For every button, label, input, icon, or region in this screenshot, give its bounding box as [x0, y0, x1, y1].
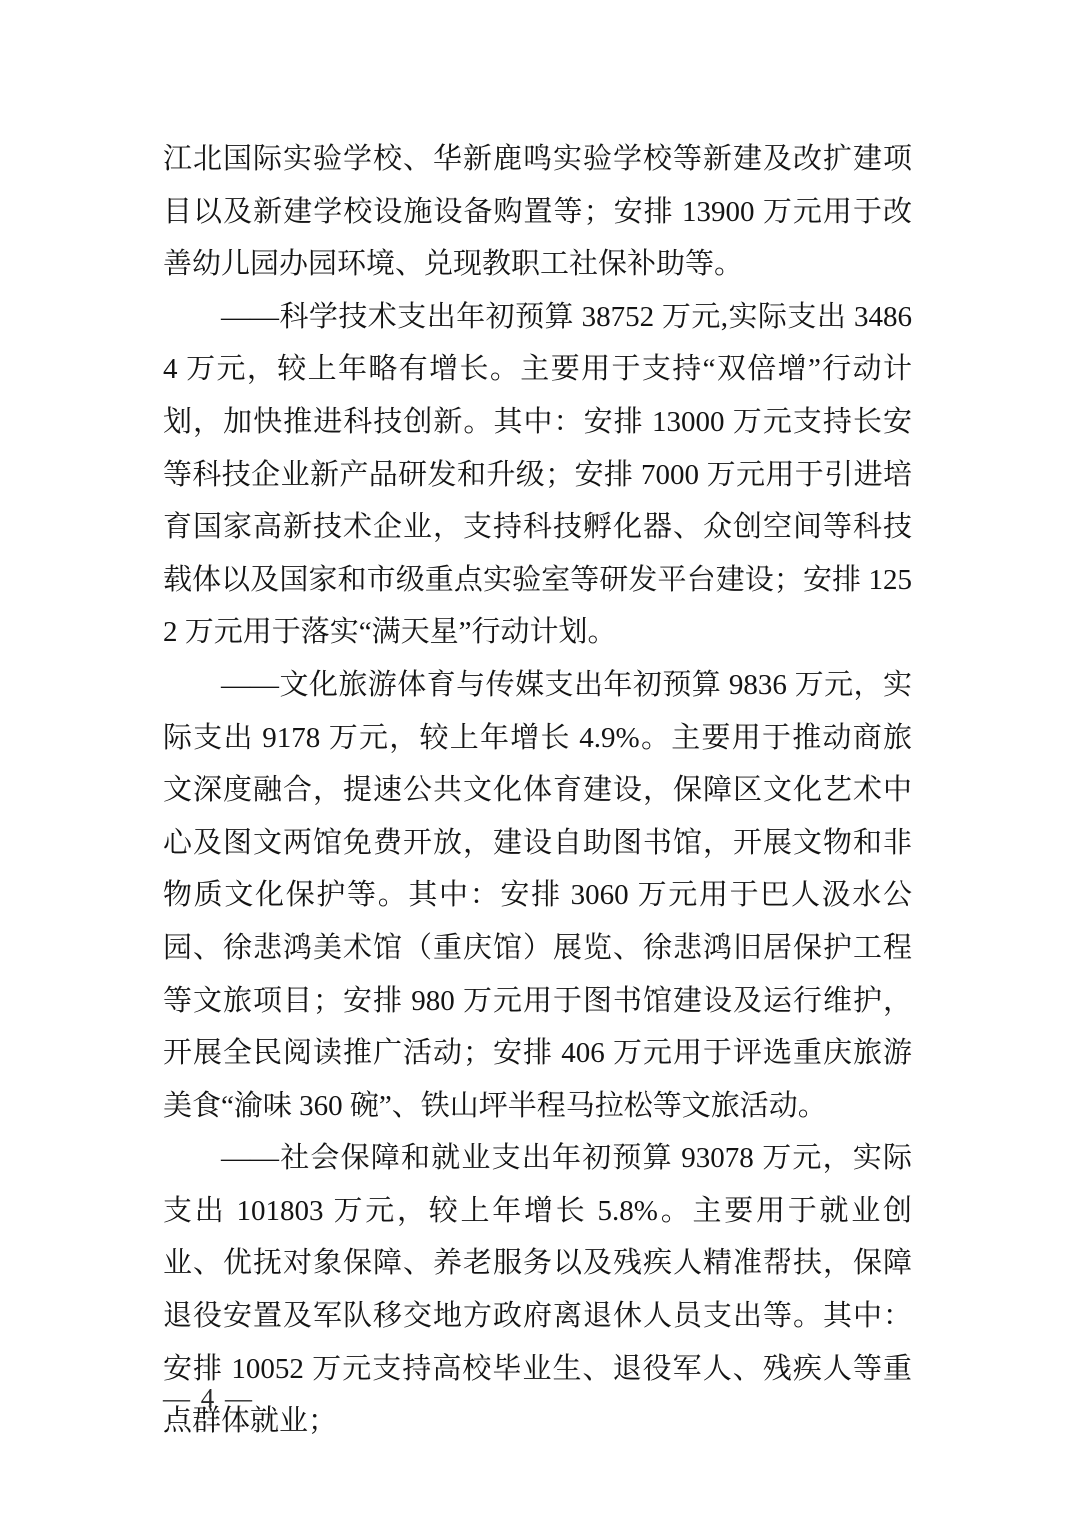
paragraph: 江北国际实验学校、华新鹿鸣实验学校等新建及改扩建项目以及新建学校设施设备购置等；安排 13900 万元用于改善幼儿园办园环境、兑现教职工社保补助等。 — [163, 143, 912, 281]
page-number: — 4 — — [163, 1383, 254, 1413]
paragraph: ——文化旅游体育与传媒支出年初预算 9836 万元，实际支出 9178 万元，较上年增长 4.9%。主要用于推动商旅文深度融合，提速公共文化体育建设，保障区文化艺术中心及图文两馆免费开放，建设自助图书馆，开展文物和非物质文化保护等。其中：安排 3060 万元用于巴人汲水公园、徐悲鸿美术馆（重庆馆）展览、徐悲鸿旧居保护工程等文旅项目；安排 980 万元用于图书馆建设及运行维护，开展全民阅读推广活动；安排 406 万元用于评选重庆旅游美食“渝味 360 碗”、铁山坪半程马拉松等文旅活动。 — [163, 668, 912, 1122]
text-block — [163, 133, 912, 1448]
paragraph: ——社会保障和就业支出年初预算 93078 万元，实际支出 101803 万元，较上年增长 5.8%。主要用于就业创业、优抚对象保障、养老服务以及残疾人精准帮扶，保障退役安置及军队移交地方政府离退休人员支出等。其中：安排 10052 万元支持高校毕业生、退役军人、残疾人等重点群体就业； — [163, 1142, 912, 1438]
paragraph: ——科学技术支出年初预算 38752 万元,实际支出 34864 万元，较上年略有增长。主要用于支持“双倍增”行动计划，加快推进科技创新。其中：安排 13000 万元支持长安等科技企业新产品研发和升级；安排 7000 万元用于引进培育国家高新技术企业，支持科技孵化器、众创空间等科技载体以及国家和市级重点实验室等研发平台建设；安排 1252 万元用于落实“满天星”行动计划。 — [163, 300, 912, 649]
